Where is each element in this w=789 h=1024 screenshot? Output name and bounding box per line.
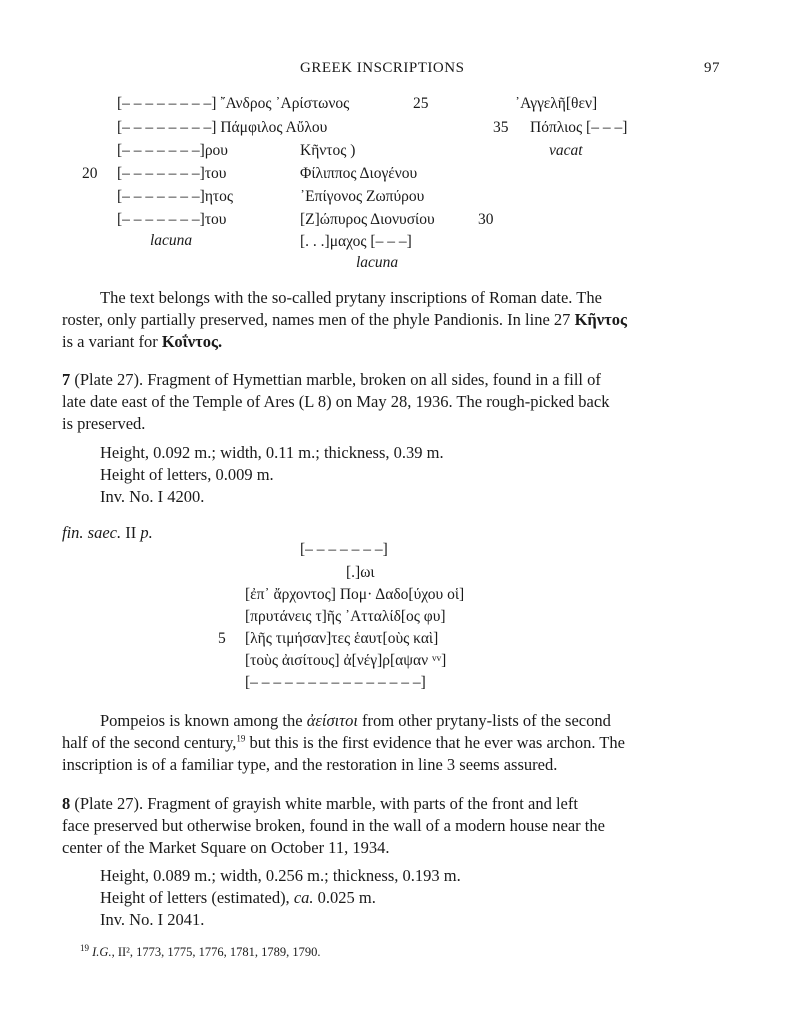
insc6-name-4: [Ζ]ώπυρος Διονυσίου bbox=[300, 211, 435, 228]
insc7-line-1: [– – – – – – –] bbox=[300, 541, 388, 558]
para1-line-1: The text belongs with the so-called prytany inscriptions of Roman date. The bbox=[100, 288, 602, 307]
insc6-name-5: [. . .]μαχος [– – –] bbox=[300, 233, 412, 250]
insc6-line-left-2: [– – – – – – – –] Πάμφιλος Αὔλου bbox=[117, 119, 328, 136]
item7-line-1: 7 (Plate 27). Fragment of Hymettian marble, broken on all sides, found in a fill of bbox=[62, 370, 601, 389]
para1-greek-kointos: Κοΐντος. bbox=[161, 332, 223, 351]
item8-line-3: center of the Market Square on October 11, 1934. bbox=[62, 838, 390, 857]
para1-line-2: roster, only partially preserved, names men of the phyle Pandionis. In line 27 Κῆντος bbox=[62, 310, 627, 329]
insc7-line-2: [.]ωι bbox=[346, 564, 375, 581]
para1-greek-kentos: Κῆντος bbox=[574, 310, 627, 329]
insc6-line-left-6: [– – – – – – –]του bbox=[117, 211, 227, 228]
insc6-name-2: Φίλιππος Διογένου bbox=[300, 165, 418, 182]
insc6-lacuna-mid: lacuna bbox=[356, 254, 399, 271]
para1-line-3: is a variant for Κοΐντος. bbox=[62, 332, 223, 351]
item8-line-1: 8 (Plate 27). Fragment of grayish white marble, with parts of the front and left bbox=[62, 794, 578, 813]
item7-number: 7 bbox=[62, 370, 71, 389]
insc6-line-left-1: [– – – – – – – –] ῎Ανδρος ᾽Αρίστωνος bbox=[117, 95, 350, 112]
item7-measure-2: Height of letters, 0.009 m. bbox=[100, 465, 274, 484]
footnote-ref-19: 19 bbox=[236, 733, 246, 744]
insc7-line-3: [ἐπ᾽ ἄρχοντος] Πομ· Δαδο[ύχου οἱ] bbox=[245, 586, 465, 603]
insc6-line-number-25: 25 bbox=[413, 95, 429, 112]
item8-measure-3: Inv. No. I 2041. bbox=[100, 910, 205, 929]
item7-measure-3: Inv. No. I 4200. bbox=[100, 487, 205, 506]
item8-measure-2: Height of letters (estimated), ca. 0.025 m. bbox=[100, 888, 376, 907]
insc6-right-1: ᾽Αγγελῆ[θεν] bbox=[515, 95, 598, 112]
insc6-right-vacat: vacat bbox=[549, 142, 583, 159]
insc6-right-2: Πόπλιος [– – –] bbox=[530, 119, 628, 136]
insc7-line-5: [λῆς τιμήσαν]τες ἑαυτ[οὺς καὶ] bbox=[245, 630, 439, 647]
insc7-line-number-5: 5 bbox=[218, 630, 226, 647]
insc6-line-number-30: 30 bbox=[478, 211, 494, 228]
para2-line-2: half of the second century,$^{19}$ but this is the first evidence that he ever was archon. The bbox=[62, 733, 625, 752]
running-head-title: GREEK INSCRIPTIONS bbox=[300, 60, 465, 76]
insc6-line-number-35: 35 bbox=[493, 119, 509, 136]
insc6-line-left-3: [– – – – – – –]ρου bbox=[117, 142, 228, 159]
insc7-line-4: [πρυτάνεις τ]ῆς ᾽Ατταλίδ[ος φυ] bbox=[245, 608, 446, 625]
insc6-line-left-4: [– – – – – – –]του bbox=[117, 165, 227, 182]
insc7-line-7: [– – – – – – – – – – – – – – –] bbox=[245, 674, 426, 691]
page-number: 97 bbox=[704, 60, 720, 76]
footnote-19: $^{19}$ I.G., II², 1773, 1775, 1776, 1781, 1789, 1790. bbox=[80, 942, 321, 959]
insc6-line-left-5: [– – – – – – –]ητος bbox=[117, 188, 234, 205]
insc6-name-3: ᾽Επίγονος Ζωπύρου bbox=[300, 188, 425, 205]
para2-line-1: Pompeios is known among the ἀείσιτοι from other prytany-lists of the second bbox=[100, 711, 611, 730]
item8-number: 8 bbox=[62, 794, 71, 813]
para2-line-3: inscription is of a familiar type, and the restoration in line 3 seems assured. bbox=[62, 755, 558, 774]
item7-date: fin. saec. II p. bbox=[62, 523, 153, 542]
insc6-lacuna-left: lacuna bbox=[150, 232, 193, 249]
insc6-name-1: Κῆντος ) bbox=[300, 142, 356, 159]
item7-measure-1: Height, 0.092 m.; width, 0.11 m.; thickness, 0.39 m. bbox=[100, 443, 444, 462]
item7-line-3: is preserved. bbox=[62, 414, 146, 433]
para2-greek-aeisitoi: ἀείσιτοι bbox=[306, 711, 358, 730]
item8-measure-1: Height, 0.089 m.; width, 0.256 m.; thickness, 0.193 m. bbox=[100, 866, 461, 885]
insc6-line-number-20: 20 bbox=[82, 165, 98, 182]
item7-line-2: late date east of the Temple of Ares (L 8) on May 28, 1936. The rough-picked back bbox=[62, 392, 610, 411]
insc7-line-6: [τοὺς ἀισίτους] ἀ[νέγ]ρ[αψαν ᵛᵛ] bbox=[245, 652, 447, 669]
item8-line-2: face preserved but otherwise broken, found in the wall of a modern house near the bbox=[62, 816, 605, 835]
